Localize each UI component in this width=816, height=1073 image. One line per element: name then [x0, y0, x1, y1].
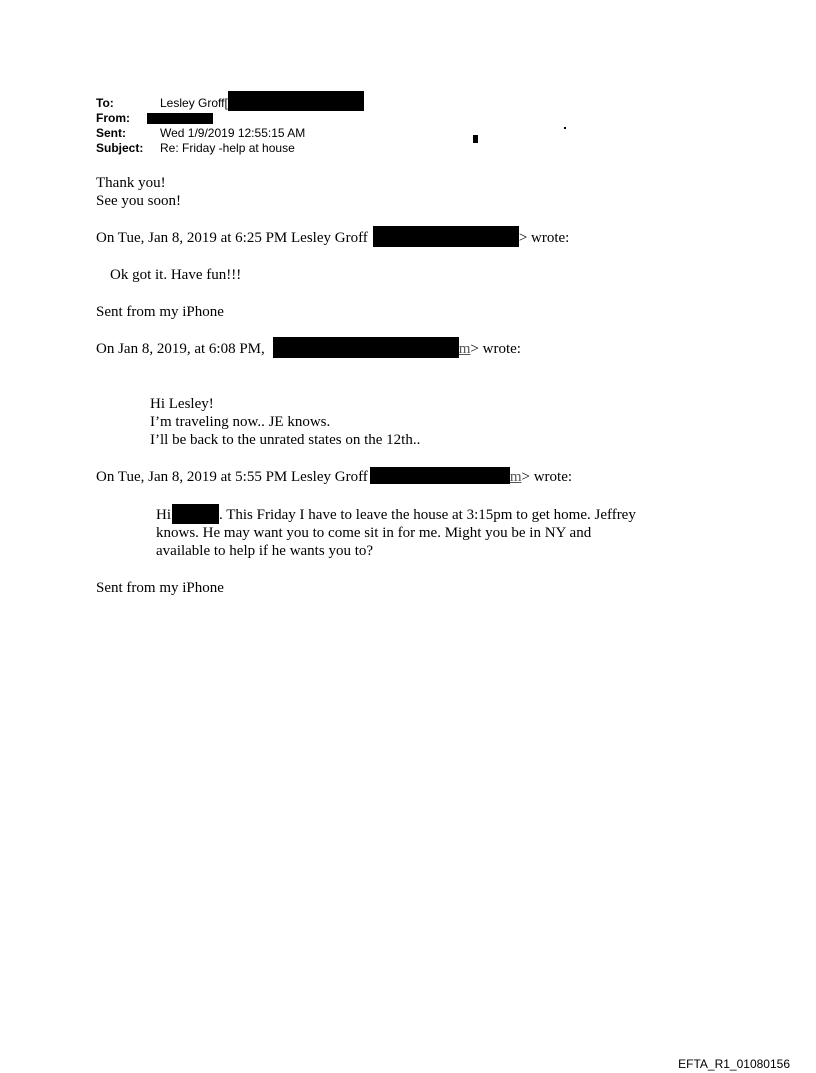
document-id: EFTA_R1_01080156 — [678, 1057, 790, 1071]
redaction-box — [373, 226, 519, 247]
subject-label: Subject: — [96, 141, 144, 155]
quote2-intro-prefix: On Jan 8, 2019, at 6:08 PM, — [96, 341, 265, 357]
to-name: Lesley Groff[ — [160, 96, 228, 110]
redaction-box — [172, 504, 219, 524]
to-label: To: — [96, 96, 114, 110]
redaction-box — [228, 91, 364, 111]
quote2-intro — [96, 340, 521, 359]
quote3-intro — [96, 468, 572, 487]
quote1-intro-suffix: > wrote: — [518, 230, 570, 246]
subject-value: Re: Friday -help at house — [160, 141, 295, 155]
quote3-hi: Hi — [156, 507, 171, 523]
quote2-line-1: Hi Lesley! — [150, 396, 214, 412]
quote2-intro-suffix: > wrote: — [470, 341, 521, 357]
quote1-intro-prefix: On Tue, Jan 8, 2019 at 6:25 PM Lesley Groff — [96, 230, 368, 246]
quote3-intro-prefix: On Tue, Jan 8, 2019 at 5:55 PM Lesley Groff — [96, 469, 368, 485]
reply-line-1: Thank you! — [96, 175, 166, 191]
quote3-line-3: available to help if he wants you to? — [156, 543, 374, 559]
sent-label: Sent: — [96, 126, 126, 140]
redaction-mark — [473, 135, 478, 143]
quote1-text: Ok got it. Have fun!!! — [110, 267, 242, 283]
email-link-fragment[interactable]: m — [458, 341, 471, 357]
to-value — [160, 96, 364, 111]
quote1-intro — [96, 229, 569, 248]
reply-line-2: See you soon! — [96, 193, 181, 209]
quote3-line-1-rest: . This Friday I have to leave the house at 3:15pm to get home. Jeffrey — [219, 507, 636, 523]
from-label: From: — [96, 111, 130, 125]
quote3-intro-suffix: > wrote: — [521, 469, 573, 485]
quote2-line-2: I’m traveling now.. JE knows. — [150, 414, 331, 430]
redaction-box — [273, 337, 459, 358]
signature-2: Sent from my iPhone — [96, 580, 224, 596]
redaction-box — [370, 467, 510, 484]
quote3-line-2: knows. He may want you to come sit in for me. Might you be in NY and — [156, 525, 592, 541]
signature-1: Sent from my iPhone — [96, 304, 224, 320]
quote2-line-3: I’ll be back to the unrated states on the 12th.. — [150, 432, 421, 448]
redaction-box — [147, 113, 213, 124]
sent-value: Wed 1/9/2019 12:55:15 AM — [160, 126, 306, 140]
stray-dot — [564, 127, 566, 129]
email-link-fragment[interactable]: m — [509, 469, 522, 485]
quote3-line-1 — [156, 506, 636, 525]
